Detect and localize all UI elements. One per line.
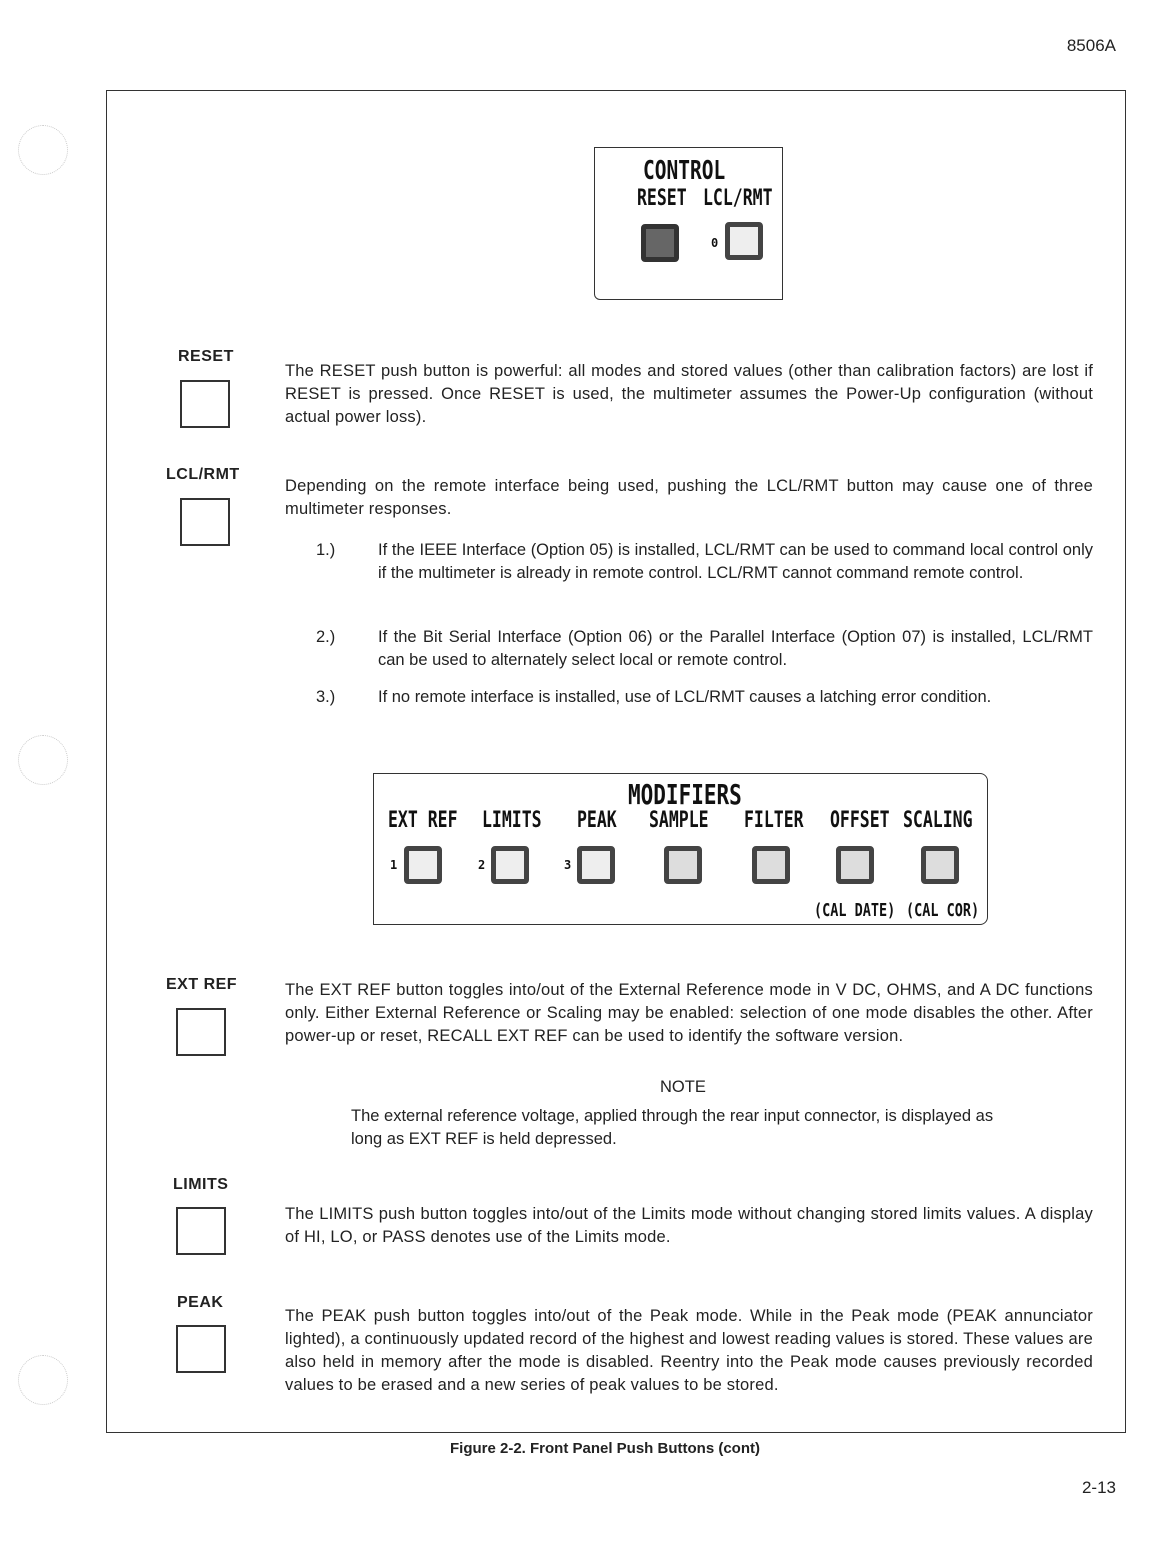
modifier-label: PEAK (577, 808, 617, 833)
modifier-label: LIMITS (482, 808, 542, 833)
lclrmt-label: LCL/RMT (166, 466, 240, 483)
reset-button-graphic (641, 224, 679, 262)
reset-label: RESET (178, 348, 234, 365)
control-label-lclrmt: LCL/RMT (703, 186, 773, 211)
control-panel (594, 147, 783, 300)
punch-hole (18, 735, 68, 785)
figure-caption: Figure 2-2. Front Panel Push Buttons (cont) (449, 1440, 760, 1457)
lclrmt-description: Depending on the remote interface being used, pushing the LCL/RMT button may cause one of three multimeter responses. (285, 477, 1093, 518)
filter-button-graphic (752, 846, 790, 884)
modifier-index: 2 (478, 858, 486, 872)
extref-button-graphic (404, 846, 442, 884)
document-number: 8506A (1066, 36, 1116, 55)
reset-button-icon (180, 380, 230, 428)
offset-button-graphic (836, 846, 874, 884)
peak-label: PEAK (177, 1294, 224, 1311)
cal-cor-label: (CAL COR) (906, 900, 980, 921)
control-index: 0 (711, 236, 719, 250)
modifiers-title: MODIFIERS (628, 778, 742, 811)
modifier-index: 3 (564, 858, 572, 872)
limits-label: LIMITS (173, 1176, 229, 1193)
modifiers-panel (373, 773, 988, 925)
limits-description: The LIMITS push button toggles into/out of the Limits mode without changing stored limits values. A display of HI, LO, or PASS denotes use of the Limits mode. (285, 1205, 1093, 1246)
modifier-label: SAMPLE (649, 808, 709, 833)
control-title: CONTROL (643, 156, 726, 186)
list-item: 3.) If no remote interface is installed, use of LCL/RMT causes a latching error condition. (316, 688, 992, 706)
extref-button-icon (176, 1008, 226, 1056)
control-label-reset: RESET (637, 186, 687, 211)
list-item: 1.) If the IEEE Interface (Option 05) is installed, LCL/RMT can be used to command local control only if the multimeter is already in remote control. LCL/RMT cannot command remote control. (316, 541, 1093, 582)
reset-description: The RESET push button is powerful: all modes and stored values (other than calibration factors) are lost if RESET is pressed. Once RESET is used, the multimeter assumes the Power-Up configuration (without actual power loss). (285, 362, 1093, 426)
sample-button-graphic (664, 846, 702, 884)
modifier-index: 1 (390, 858, 398, 872)
peak-button-graphic (577, 846, 615, 884)
limits-button-icon (176, 1207, 226, 1255)
limits-button-graphic (491, 846, 529, 884)
modifier-label: OFFSET (830, 808, 890, 833)
peak-button-icon (176, 1325, 226, 1373)
cal-date-label: (CAL DATE) (814, 900, 896, 921)
lclrmt-button-graphic (725, 222, 763, 260)
punch-hole (18, 125, 68, 175)
extref-description: The EXT REF button toggles into/out of the External Reference mode in V DC, OHMS, and A DC functions only. Either External Reference or Scaling may be enabled: selection of one mode disables the other. After power-up or reset, RECALL EXT REF can be used to identify the software version. (285, 981, 1093, 1045)
note-text: The external reference voltage, applied through the rear input connector, is displayed as long as EXT REF is held depressed. (351, 1107, 994, 1148)
note-title: NOTE (660, 1078, 706, 1096)
modifier-label: EXT REF (388, 808, 458, 833)
modifier-label: SCALING (903, 808, 973, 833)
scaling-button-graphic (921, 846, 959, 884)
punch-hole (18, 1355, 68, 1405)
modifier-label: FILTER (744, 808, 804, 833)
page-number: 2-13 (1081, 1478, 1116, 1497)
lclrmt-button-icon (180, 498, 230, 546)
peak-description: The PEAK push button toggles into/out of the Peak mode. While in the Peak mode (PEAK annunciator lighted), a continuously updated record of the highest and lowest reading values is stored. These values are also held in memory after the mode is disabled. Reentry into the Peak mode causes previously recorded values to be erased and a new series of peak values to be stored. (285, 1307, 1093, 1394)
extref-label: EXT REF (166, 976, 238, 993)
list-item: 2.) If the Bit Serial Interface (Option 06) or the Parallel Interface (Option 07) is installed, LCL/RMT can be used to alternately select local or remote control. (316, 628, 1093, 669)
